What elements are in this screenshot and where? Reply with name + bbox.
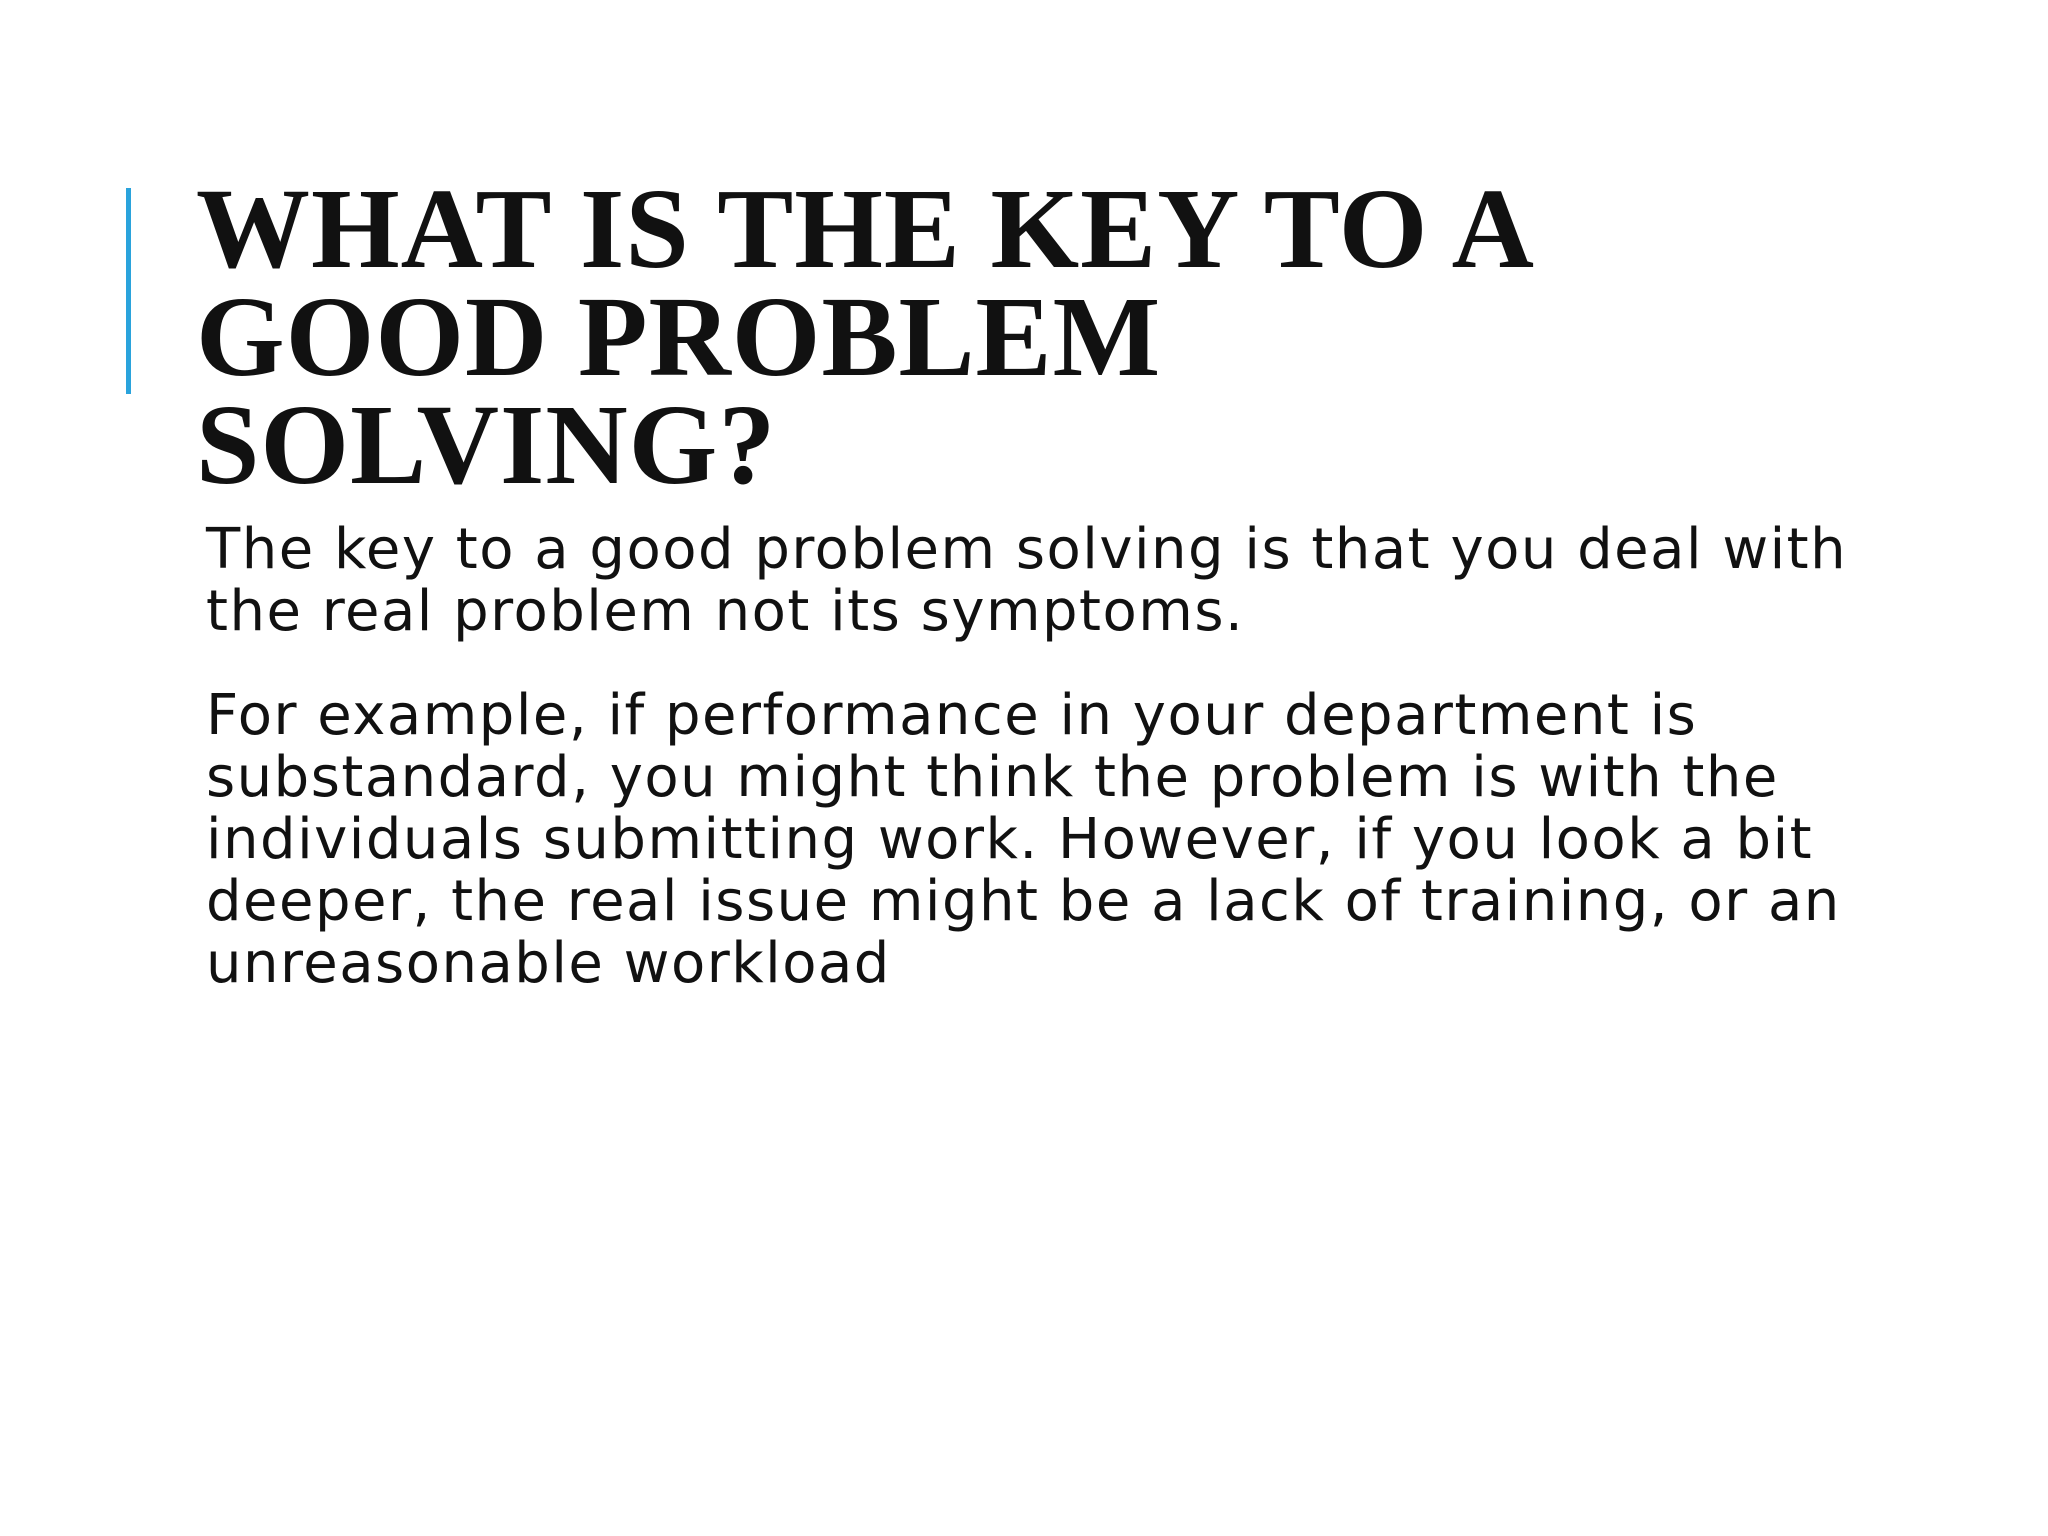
body-line: unreasonable workload <box>206 931 891 996</box>
slide-title-line: GOOD PROBLEM <box>196 273 1162 400</box>
body-line: For example, if performance in your department is <box>206 683 1698 748</box>
body-line: the real problem not its symptoms. <box>206 579 1245 644</box>
body-line: individuals submitting work. However, if you look a bit <box>206 807 1814 872</box>
slide-title <box>196 165 1916 508</box>
slide-title-line: WHAT IS THE KEY TO A <box>196 165 1535 292</box>
slide-body <box>206 519 1846 995</box>
body-line: The key to a good problem solving is that you deal with <box>206 517 1848 582</box>
body-paragraph-key <box>206 519 1846 643</box>
slide-title-line: SOLVING? <box>196 381 777 508</box>
body-paragraph-example <box>206 685 1846 995</box>
body-line: deeper, the real issue might be a lack of training, or an <box>206 869 1841 934</box>
title-accent-bar <box>126 188 131 394</box>
body-line: substandard, you might think the problem is with the <box>206 745 1779 810</box>
